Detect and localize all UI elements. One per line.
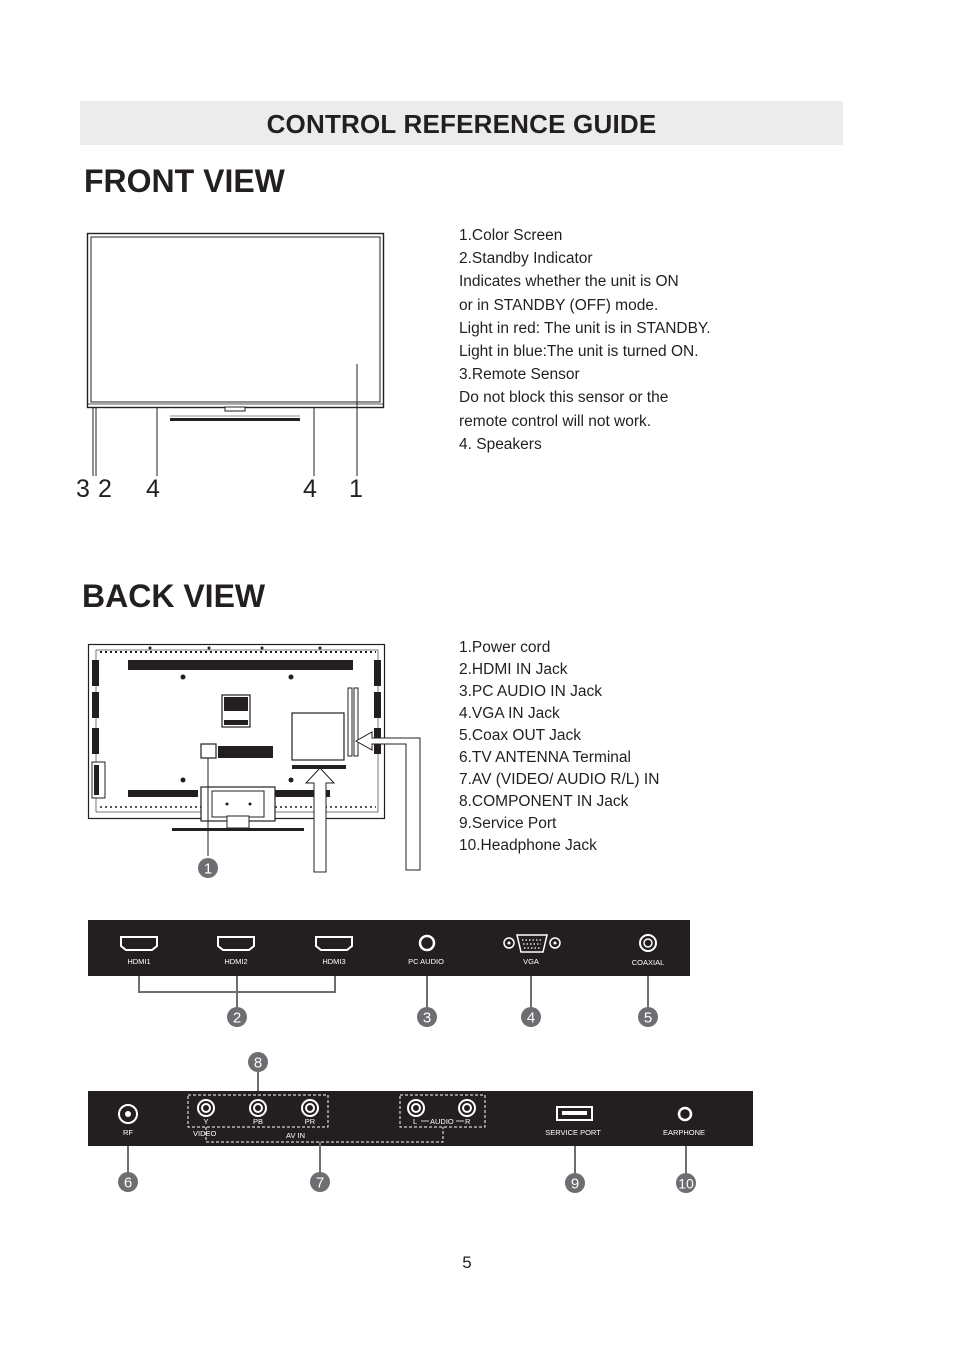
back-callout-1-text: 1 (203, 860, 213, 878)
svg-text:R: R (465, 1117, 471, 1126)
list-item: 3.Remote Sensor (459, 366, 580, 384)
list-item: 6.TV ANTENNA Terminal (459, 749, 631, 766)
list-item: 2.Standby Indicator (459, 250, 593, 268)
svg-text:PC AUDIO: PC AUDIO (408, 957, 444, 966)
list-item: Light in blue:The unit is turned ON. (459, 343, 699, 361)
svg-text:HDMI3: HDMI3 (322, 957, 346, 966)
svg-text:HDMI2: HDMI2 (224, 957, 248, 966)
svg-text:PB: PB (252, 1117, 264, 1126)
back-stand-base (172, 828, 304, 831)
front-callout-3: 3 (76, 475, 90, 503)
front-callout-4a: 4 (146, 475, 160, 503)
list-item: 5.Coax OUT Jack (459, 727, 582, 744)
list-item: 7.AV (VIDEO/ AUDIO R/L) IN (459, 771, 660, 788)
svg-text:VGA: VGA (523, 957, 539, 966)
list-item: 4. Speakers (459, 435, 542, 453)
svg-text:EARPHONE: EARPHONE (662, 1128, 706, 1137)
svg-text:4: 4 (526, 1009, 536, 1027)
stand-base (170, 418, 300, 421)
svg-text:L: L (413, 1117, 418, 1126)
list-item: 2.HDMI IN Jack (459, 661, 568, 678)
back-view-title: BACK VIEW (82, 578, 266, 614)
front-callout-1: 1 (349, 475, 363, 503)
stand-neck (225, 407, 245, 411)
svg-text:2: 2 (232, 1009, 242, 1027)
svg-text:COAXIAL: COAXIAL (631, 958, 665, 967)
list-item: 3.PC AUDIO IN Jack (459, 683, 602, 700)
list-item: or in STANDBY (OFF) mode. (459, 296, 659, 314)
list-item: 8.COMPONENT IN Jack (459, 793, 629, 810)
svg-text:RF: RF (123, 1128, 133, 1137)
svg-text:AV IN: AV IN (286, 1131, 306, 1140)
svg-text:7: 7 (315, 1174, 325, 1192)
page-title: CONTROL REFERENCE GUIDE (266, 109, 657, 139)
connector-panel-top (0, 910, 954, 1040)
list-item: remote control will not work. (459, 412, 652, 430)
color-screen (91, 237, 380, 402)
svg-text:9: 9 (570, 1175, 580, 1193)
back-view-diagram (0, 630, 440, 890)
list-item: 10.Headphone Jack (459, 837, 597, 854)
svg-text:8: 8 (253, 1054, 263, 1072)
list-item: Indicates whether the unit is ON (459, 273, 679, 291)
svg-text:AUDIO: AUDIO (430, 1117, 454, 1126)
svg-text:HDMI1: HDMI1 (127, 957, 151, 966)
list-item: 1.Power cord (459, 639, 551, 656)
svg-text:3: 3 (422, 1009, 432, 1027)
svg-text:PR: PR (304, 1117, 316, 1126)
svg-text:5: 5 (643, 1009, 653, 1027)
top-vent (128, 660, 353, 670)
list-item: 4.VGA IN Jack (459, 705, 560, 722)
svg-text:VIDEO: VIDEO (193, 1129, 217, 1138)
list-item: 1.Color Screen (459, 227, 563, 244)
front-callout-2: 2 (98, 475, 112, 503)
svg-text:Y: Y (203, 1117, 209, 1126)
svg-text:10: 10 (678, 1175, 694, 1192)
list-item: 9.Service Port (459, 815, 557, 832)
front-view-list (459, 224, 711, 456)
front-callout-4b: 4 (303, 475, 317, 503)
list-item: Do not block this sensor or the (459, 389, 669, 407)
page-number: 5 (462, 1253, 472, 1272)
svg-text:SERVICE PORT: SERVICE PORT (545, 1128, 601, 1137)
svg-text:6: 6 (123, 1174, 133, 1192)
front-view-title: FRONT VIEW (84, 163, 285, 199)
list-item: Light in red: The unit is in STANDBY. (459, 319, 711, 337)
connector-panel-bottom (0, 1045, 954, 1205)
back-view-list (459, 637, 659, 857)
